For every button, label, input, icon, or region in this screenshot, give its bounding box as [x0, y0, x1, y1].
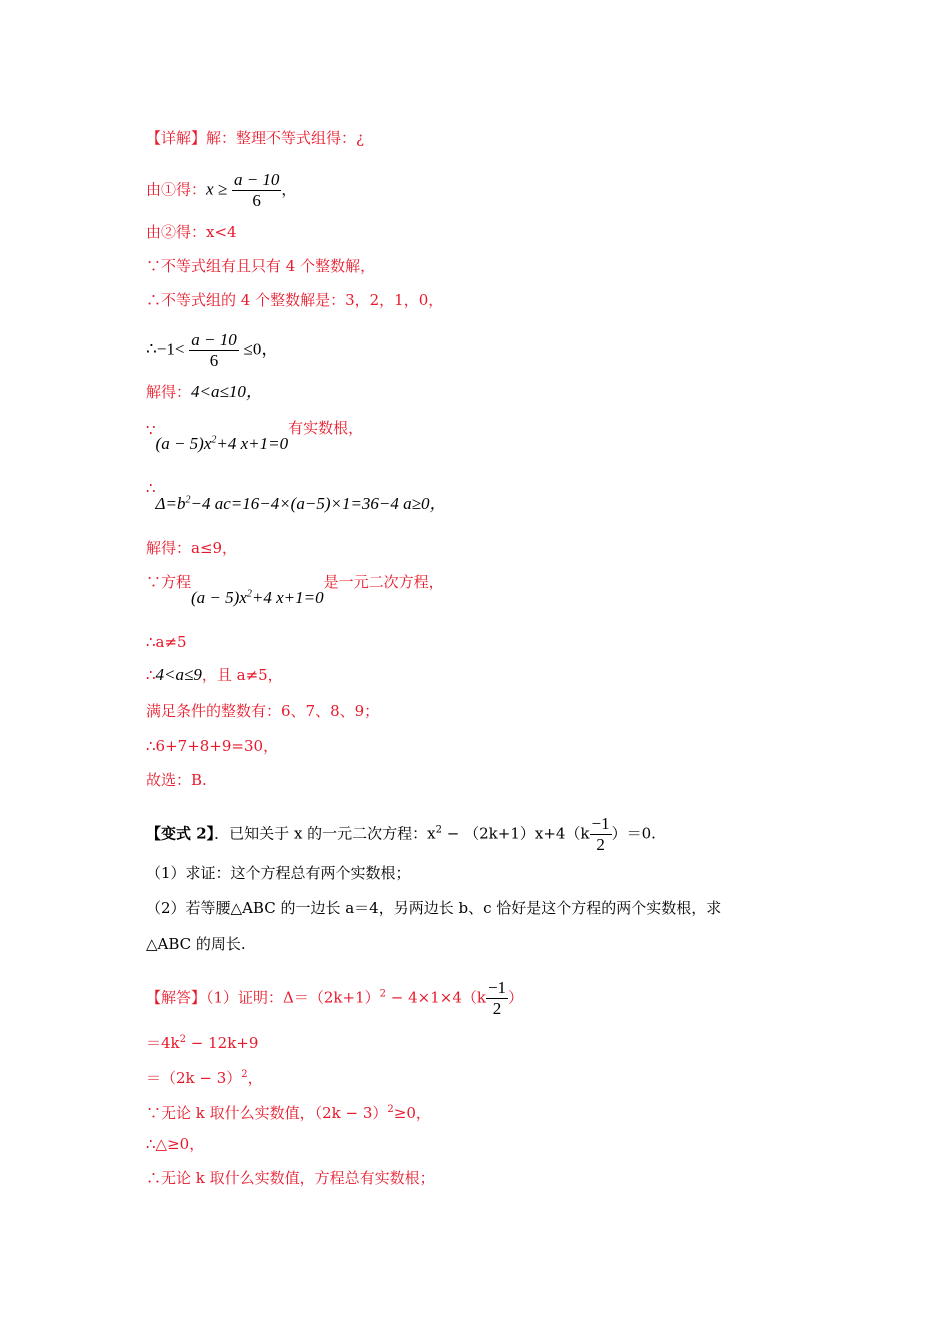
question-part-1: （1）求证：这个方程总有两个实数根；: [146, 864, 411, 882]
fraction-denominator: 2: [596, 835, 605, 854]
step-from-1: [146, 170, 296, 211]
step-text: ∵方程: [146, 573, 192, 591]
question-part-2: （2）若等腰△ABC 的一边长 a＝4，另两边长 b、c 恰好是这个方程的两个实数根，求: [146, 899, 722, 917]
exponent: 2: [246, 588, 252, 599]
punct: ，: [281, 180, 297, 199]
therefore-symbol: ∴: [146, 666, 156, 684]
math-text: ≤0，: [243, 339, 279, 359]
step-integers: 满足条件的整数有：6、7、8、9；: [146, 702, 380, 720]
step-answer: 故选：B.: [146, 771, 207, 789]
fraction-numerator: a − 10: [191, 330, 237, 349]
eq-part: −4 ac=16−4×(a−5)×1=36−4 a≥0，: [190, 493, 447, 513]
fraction: [590, 814, 612, 855]
inequality: 4<a≤9: [155, 665, 202, 684]
answer-text: ＝4k: [146, 1034, 180, 1052]
therefore-symbol: ∴: [146, 479, 156, 497]
step-integer-solutions: ∵不等式组有且只有 4 个整数解，: [146, 257, 376, 275]
answer-text: 【解答】（1）证明：Δ＝（2k+1）: [146, 988, 380, 1007]
variant-label: 【变式 2】: [146, 824, 215, 843]
answer-text: ，: [247, 1069, 263, 1087]
solution-heading: 【详解】解：整理不等式组得：¿: [146, 129, 365, 147]
fraction-denominator: 2: [492, 999, 502, 1018]
equation: [191, 588, 324, 607]
math-text: ∴−1<: [146, 339, 185, 359]
answer-line-3: [146, 1065, 263, 1088]
exponent: 2: [185, 494, 191, 505]
answer-text: ）: [508, 988, 524, 1007]
answer-text: ≥0，: [393, 1104, 431, 1122]
because-symbol: ∵: [146, 421, 156, 439]
fraction-denominator: 6: [252, 191, 261, 210]
answer-line-4: [146, 1100, 431, 1123]
exponent: 2: [435, 824, 443, 836]
answer-text: − 12k+9: [186, 1034, 259, 1052]
answer-line-2: [146, 1030, 258, 1053]
step-text: 有实数根，: [288, 419, 364, 437]
answer-line-1: [146, 978, 523, 1019]
question-text: ）＝0.: [611, 824, 656, 843]
eq-part: (a − 5)x: [191, 587, 247, 607]
eq-part: +4 x+1=0: [216, 433, 289, 453]
step-solve-a2: 解得：a≤9，: [146, 539, 238, 557]
fraction-numerator: a − 10: [233, 170, 280, 189]
answer-line-5: ∴△≥0，: [146, 1135, 205, 1153]
eq-part: (a − 5)x: [155, 433, 212, 453]
step-real-roots: [146, 419, 364, 453]
fraction: [189, 330, 238, 371]
exponent: 2: [179, 1034, 187, 1045]
step-sum: ∴6+7+8+9=30，: [146, 737, 279, 755]
fraction-denominator: 6: [209, 351, 219, 370]
answer-text: ∵无论 k 取什么实数值，（2k − 3）: [146, 1104, 388, 1122]
exponent: 2: [211, 434, 217, 445]
step-text: ，且 a≠5，: [201, 666, 283, 684]
equation: [156, 494, 447, 513]
fraction: [486, 978, 508, 1019]
exponent: 2: [241, 1069, 248, 1080]
answer-line-6: ∴无论 k 取什么实数值，方程总有实数根；: [146, 1169, 435, 1187]
fraction: [232, 170, 281, 211]
eq-part: Δ=b: [155, 493, 186, 513]
answer-text: ＝（2k − 3）: [146, 1069, 242, 1087]
fraction-numerator: −1: [487, 978, 507, 997]
inequality: x ≥: [206, 179, 228, 199]
equation: [156, 434, 289, 453]
step-from-2: 由②得：x<4: [146, 223, 237, 241]
exponent: 2: [379, 988, 386, 1000]
question-part-2-cont: △ABC 的周长.: [146, 935, 246, 953]
step-a-not-5: ∴a≠5: [146, 633, 187, 651]
variant-2-question: [146, 814, 656, 855]
step-text: 由①得：: [146, 180, 207, 199]
fraction-numerator: −1: [591, 814, 610, 833]
question-text: ．已知关于 x 的一元二次方程：x: [214, 824, 436, 843]
eq-part: +4 x+1=0: [251, 587, 324, 607]
question-text: − （2k+1）x+4（k: [442, 824, 590, 843]
step-solve-a: [146, 382, 263, 402]
exponent: 2: [387, 1104, 394, 1115]
step-integer-list: ∴不等式组的 4 个整数解是：3，2，1，0，: [146, 291, 444, 309]
answer-text: − 4×1×4（k: [386, 988, 486, 1007]
step-text: 是一元二次方程，: [323, 573, 444, 591]
step-final-range: [146, 665, 283, 685]
step-range: [146, 330, 278, 371]
step-quadratic: [146, 572, 444, 607]
step-text: 解得：: [146, 383, 192, 401]
inequality: 4<a≤10，: [191, 382, 263, 401]
